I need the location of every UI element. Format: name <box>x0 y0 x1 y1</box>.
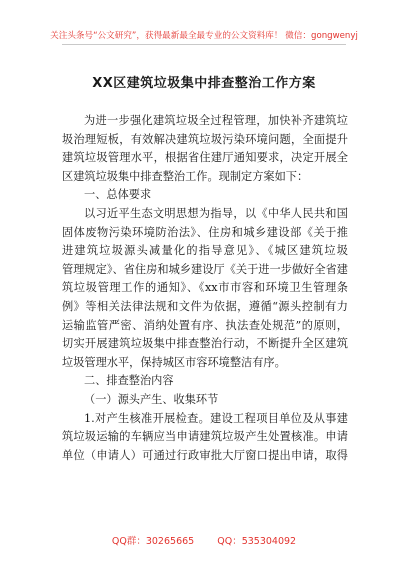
body-line: 进建筑垃圾源头减量化的指导意见》、《城区建筑垃圾 <box>62 244 348 258</box>
body-line: 一、总体要求 <box>84 188 152 202</box>
footer-qq: QQ：535304092 <box>217 536 297 547</box>
body-line: 以习近平生态文明思想为指导，以《中华人民共和国 <box>84 206 348 220</box>
body-line: 管理规定》、省住房和城乡建设厅《关于进一步做好全省建 <box>62 262 348 276</box>
body-line: 圾治理短板，有效解决建筑垃圾污染环境问题，全面提升 <box>62 132 348 146</box>
body-line: 切实开展建筑垃圾集中排查整治行动，不断提升全区建筑 <box>62 337 348 351</box>
footer-qq-group: QQ群：30265665 <box>111 536 195 547</box>
body-line: 垃圾管理水平，保持城区市容环境整洁有序。 <box>62 355 286 369</box>
body-line: 区建筑垃圾集中排查整治工作。现制定方案如下： <box>62 169 309 183</box>
document-title: XX区建筑垃圾集中排查整治工作方案 <box>92 76 316 91</box>
body-line: 二、排查整治内容 <box>84 374 174 388</box>
body-line: 运输监管严密、消纳处置有序、执法查处规范”的原则， <box>62 318 348 332</box>
body-line: 建筑垃圾管理水平，根据省住建厅通知要求，决定开展全 <box>62 151 348 165</box>
body-line: 筑垃圾管理工作的通知》、《xx市市容和环境卫生管理条 <box>62 281 348 295</box>
body-line: （一）源头产生、收集环节 <box>84 392 219 406</box>
header-divider <box>62 44 346 45</box>
body-line: 1.对产生核准开展检查。建设工程项目单位及从事建 <box>84 411 348 425</box>
body-line: 为进一步强化建筑垃圾全过程管理，加快补齐建筑垃 <box>84 114 348 127</box>
body-line: 固体废物污染环境防治法》、住房和城乡建设部《关于推 <box>62 225 348 239</box>
body-line: 例》等相关法律法规和文件为依据，遵循“源头控制有力 <box>62 299 348 313</box>
body-line: 单位（申请人）可通过行政审批大厅窗口提出申请，取得 <box>62 448 348 462</box>
body-line: 筑垃圾运输的车辆应当申请建筑垃圾产生处置核准。申请 <box>62 430 348 444</box>
footer-contact <box>0 533 408 547</box>
document-body <box>62 112 348 465</box>
header-banner: 关注头条号“公文研究”，获得最新最全最专业的公文资料库！ 微信：gongwenyj <box>50 31 358 41</box>
